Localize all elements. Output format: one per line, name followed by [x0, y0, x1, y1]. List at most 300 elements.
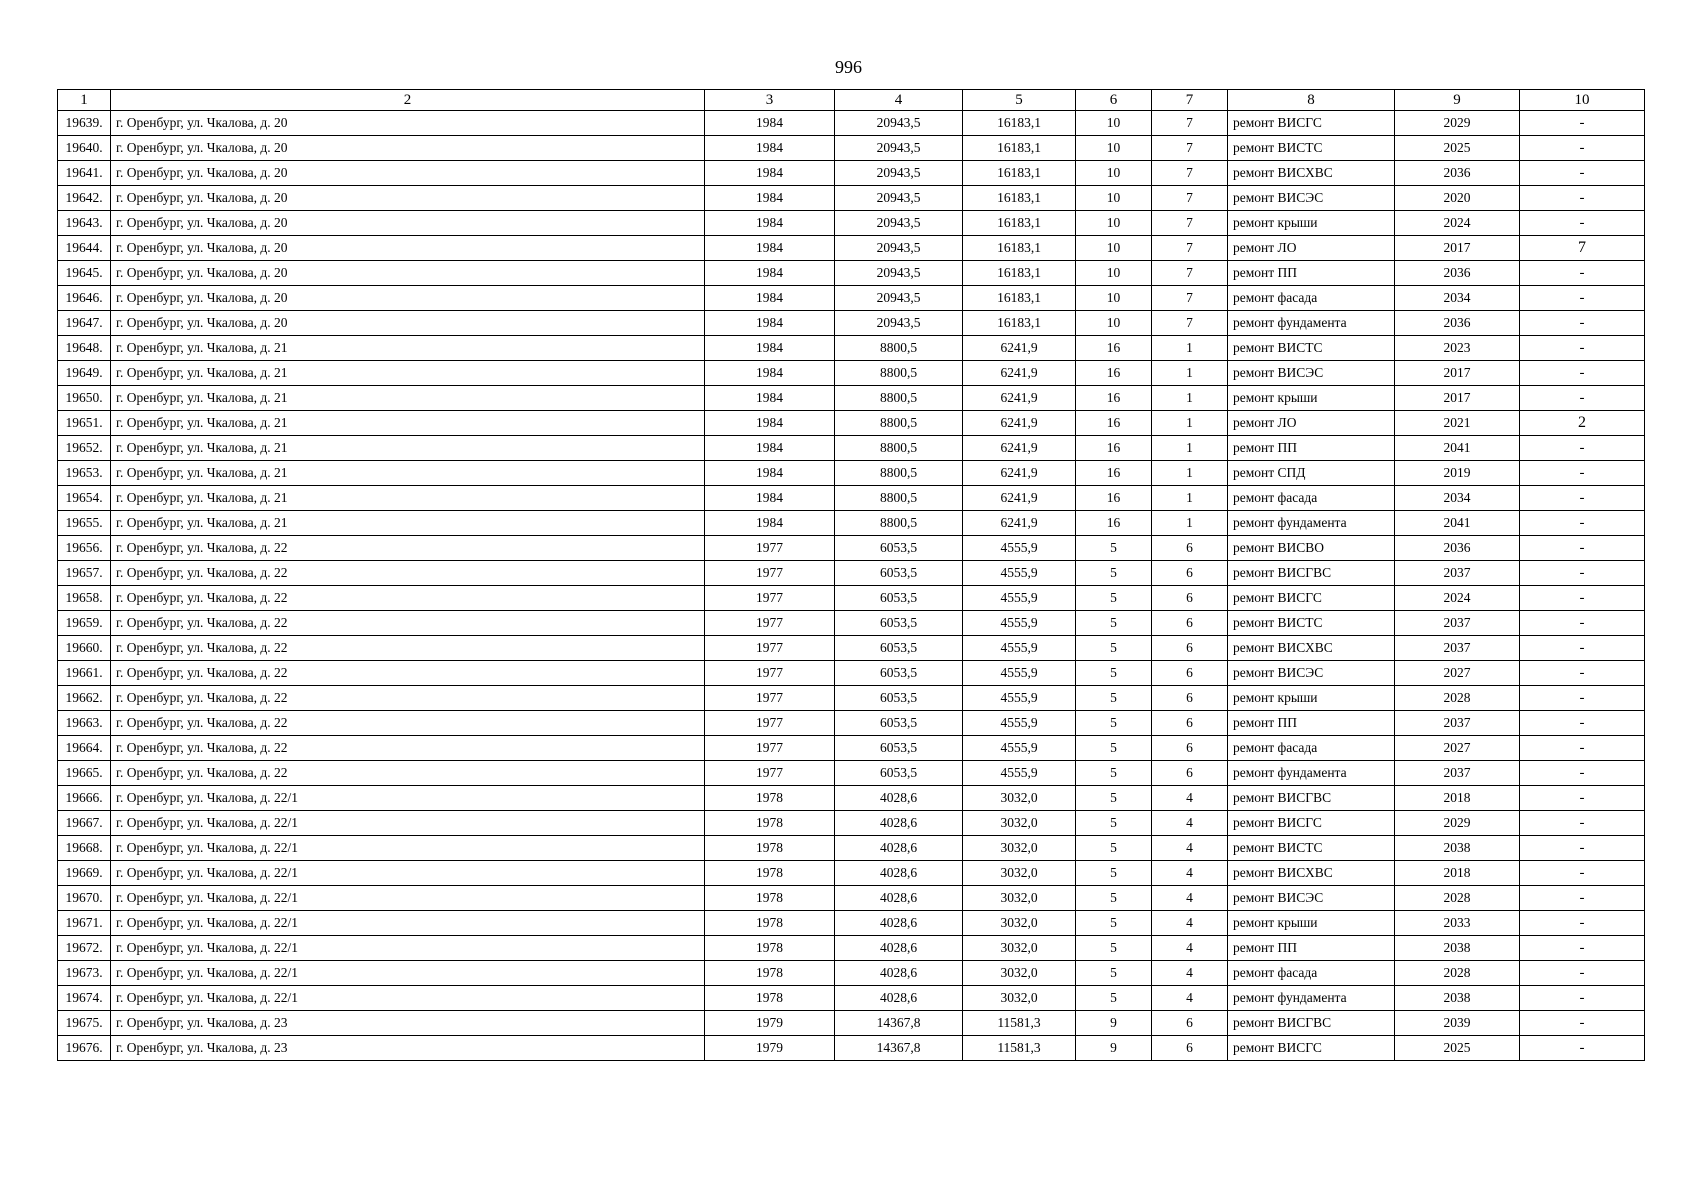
- cell-year: 1977: [705, 636, 835, 661]
- table-row: [58, 211, 1645, 236]
- cell-year: 1977: [705, 686, 835, 711]
- cell-total-area: 4028,6: [835, 911, 963, 936]
- table-row: [58, 836, 1645, 861]
- cell-year: 1984: [705, 286, 835, 311]
- header-cell-col-10: 10: [1520, 90, 1645, 111]
- cell-row-number: 19664.: [58, 736, 111, 761]
- cell-row-number: 19658.: [58, 586, 111, 611]
- cell-work-type: ремонт ВИСГС: [1228, 1036, 1395, 1061]
- cell-total-area: 20943,5: [835, 236, 963, 261]
- cell-row-number: 19655.: [58, 511, 111, 536]
- cell-floors: 16: [1076, 511, 1152, 536]
- cell-work-type: ремонт ПП: [1228, 936, 1395, 961]
- table-row: [58, 561, 1645, 586]
- cell-total-area: 8800,5: [835, 361, 963, 386]
- cell-work-type: ремонт ЛО: [1228, 411, 1395, 436]
- cell-work-type: ремонт ВИСГС: [1228, 586, 1395, 611]
- table-row: [58, 686, 1645, 711]
- cell-year: 1984: [705, 261, 835, 286]
- cell-living-area: 4555,9: [963, 736, 1076, 761]
- cell-living-area: 4555,9: [963, 661, 1076, 686]
- cell-floors: 5: [1076, 836, 1152, 861]
- cell-floors: 5: [1076, 686, 1152, 711]
- cell-extra: -: [1520, 936, 1645, 961]
- cell-extra: -: [1520, 311, 1645, 336]
- cell-work-type: ремонт ВИСГВС: [1228, 1011, 1395, 1036]
- cell-floors: 10: [1076, 211, 1152, 236]
- cell-entrances: 6: [1152, 686, 1228, 711]
- cell-total-area: 6053,5: [835, 761, 963, 786]
- cell-total-area: 8800,5: [835, 411, 963, 436]
- table-row: [58, 411, 1645, 436]
- cell-entrances: 6: [1152, 711, 1228, 736]
- table-row: [58, 1011, 1645, 1036]
- cell-total-area: 20943,5: [835, 261, 963, 286]
- cell-planned-year: 2019: [1395, 461, 1520, 486]
- cell-living-area: 16183,1: [963, 136, 1076, 161]
- cell-year: 1977: [705, 761, 835, 786]
- cell-entrances: 7: [1152, 236, 1228, 261]
- cell-work-type: ремонт ПП: [1228, 261, 1395, 286]
- cell-extra: -: [1520, 811, 1645, 836]
- cell-work-type: ремонт ВИСГС: [1228, 111, 1395, 136]
- cell-total-area: 8800,5: [835, 386, 963, 411]
- cell-year: 1977: [705, 536, 835, 561]
- cell-floors: 5: [1076, 586, 1152, 611]
- cell-work-type: ремонт ВИСГВС: [1228, 561, 1395, 586]
- cell-living-area: 3032,0: [963, 861, 1076, 886]
- cell-living-area: 3032,0: [963, 886, 1076, 911]
- cell-planned-year: 2024: [1395, 211, 1520, 236]
- cell-row-number: 19642.: [58, 186, 111, 211]
- cell-work-type: ремонт ВИСХВС: [1228, 636, 1395, 661]
- cell-year: 1984: [705, 111, 835, 136]
- cell-total-area: 6053,5: [835, 536, 963, 561]
- cell-extra: -: [1520, 961, 1645, 986]
- cell-entrances: 7: [1152, 161, 1228, 186]
- registry-table: [57, 89, 1645, 1061]
- cell-living-area: 16183,1: [963, 211, 1076, 236]
- cell-extra: -: [1520, 286, 1645, 311]
- cell-total-area: 8800,5: [835, 461, 963, 486]
- cell-work-type: ремонт ПП: [1228, 711, 1395, 736]
- table-row: [58, 936, 1645, 961]
- cell-work-type: ремонт ВИСЭС: [1228, 186, 1395, 211]
- cell-year: 1977: [705, 661, 835, 686]
- cell-living-area: 3032,0: [963, 786, 1076, 811]
- cell-address: г. Оренбург, ул. Чкалова, д. 20: [111, 311, 705, 336]
- table-row: [58, 961, 1645, 986]
- cell-extra: -: [1520, 786, 1645, 811]
- cell-planned-year: 2038: [1395, 836, 1520, 861]
- cell-planned-year: 2027: [1395, 661, 1520, 686]
- header-cell-col-6: 6: [1076, 90, 1152, 111]
- cell-address: г. Оренбург, ул. Чкалова, д. 22/1: [111, 961, 705, 986]
- cell-total-area: 8800,5: [835, 486, 963, 511]
- cell-address: г. Оренбург, ул. Чкалова, д. 22/1: [111, 986, 705, 1011]
- cell-total-area: 6053,5: [835, 736, 963, 761]
- cell-row-number: 19662.: [58, 686, 111, 711]
- cell-floors: 10: [1076, 136, 1152, 161]
- cell-living-area: 16183,1: [963, 286, 1076, 311]
- cell-entrances: 6: [1152, 761, 1228, 786]
- cell-row-number: 19661.: [58, 661, 111, 686]
- cell-year: 1984: [705, 136, 835, 161]
- cell-entrances: 6: [1152, 586, 1228, 611]
- cell-extra: -: [1520, 611, 1645, 636]
- table-row: [58, 711, 1645, 736]
- cell-year: 1979: [705, 1036, 835, 1061]
- cell-living-area: 4555,9: [963, 686, 1076, 711]
- cell-year: 1978: [705, 811, 835, 836]
- table-row: [58, 761, 1645, 786]
- cell-entrances: 7: [1152, 261, 1228, 286]
- cell-total-area: 4028,6: [835, 811, 963, 836]
- cell-living-area: 16183,1: [963, 261, 1076, 286]
- cell-year: 1978: [705, 786, 835, 811]
- cell-extra: -: [1520, 836, 1645, 861]
- cell-row-number: 19674.: [58, 986, 111, 1011]
- table-row: [58, 861, 1645, 886]
- cell-year: 1984: [705, 186, 835, 211]
- cell-entrances: 7: [1152, 186, 1228, 211]
- cell-work-type: ремонт фундамента: [1228, 761, 1395, 786]
- cell-total-area: 20943,5: [835, 161, 963, 186]
- table-row: [58, 461, 1645, 486]
- cell-year: 1984: [705, 461, 835, 486]
- cell-planned-year: 2020: [1395, 186, 1520, 211]
- cell-address: г. Оренбург, ул. Чкалова, д. 21: [111, 411, 705, 436]
- cell-year: 1984: [705, 411, 835, 436]
- cell-row-number: 19656.: [58, 536, 111, 561]
- cell-floors: 5: [1076, 886, 1152, 911]
- cell-work-type: ремонт ВИСВО: [1228, 536, 1395, 561]
- cell-entrances: 4: [1152, 911, 1228, 936]
- cell-year: 1984: [705, 386, 835, 411]
- cell-planned-year: 2037: [1395, 711, 1520, 736]
- cell-row-number: 19647.: [58, 311, 111, 336]
- cell-row-number: 19665.: [58, 761, 111, 786]
- cell-floors: 5: [1076, 986, 1152, 1011]
- cell-row-number: 19671.: [58, 911, 111, 936]
- cell-address: г. Оренбург, ул. Чкалова, д. 22: [111, 686, 705, 711]
- cell-work-type: ремонт крыши: [1228, 211, 1395, 236]
- cell-year: 1977: [705, 736, 835, 761]
- table-row: [58, 436, 1645, 461]
- cell-extra: -: [1520, 911, 1645, 936]
- cell-work-type: ремонт крыши: [1228, 911, 1395, 936]
- table-row: [58, 386, 1645, 411]
- cell-living-area: 6241,9: [963, 461, 1076, 486]
- table-row: [58, 511, 1645, 536]
- cell-living-area: 4555,9: [963, 536, 1076, 561]
- cell-total-area: 20943,5: [835, 111, 963, 136]
- cell-work-type: ремонт ВИСЭС: [1228, 661, 1395, 686]
- cell-work-type: ремонт фасада: [1228, 961, 1395, 986]
- cell-work-type: ремонт фундамента: [1228, 511, 1395, 536]
- cell-entrances: 4: [1152, 986, 1228, 1011]
- table-row: [58, 611, 1645, 636]
- cell-planned-year: 2025: [1395, 136, 1520, 161]
- cell-floors: 5: [1076, 786, 1152, 811]
- cell-extra: -: [1520, 711, 1645, 736]
- header-row: [58, 90, 1645, 111]
- table-row: [58, 536, 1645, 561]
- cell-work-type: ремонт ВИСГС: [1228, 811, 1395, 836]
- table-row: [58, 736, 1645, 761]
- table-row: [58, 311, 1645, 336]
- cell-extra: -: [1520, 686, 1645, 711]
- cell-floors: 16: [1076, 336, 1152, 361]
- cell-row-number: 19657.: [58, 561, 111, 586]
- cell-entrances: 6: [1152, 736, 1228, 761]
- cell-address: г. Оренбург, ул. Чкалова, д. 22: [111, 586, 705, 611]
- cell-address: г. Оренбург, ул. Чкалова, д. 22/1: [111, 786, 705, 811]
- table-row: [58, 111, 1645, 136]
- registry-table-wrapper: [57, 89, 1645, 1061]
- table-row: [58, 811, 1645, 836]
- cell-row-number: 19643.: [58, 211, 111, 236]
- cell-planned-year: 2034: [1395, 286, 1520, 311]
- table-row: [58, 286, 1645, 311]
- cell-floors: 10: [1076, 236, 1152, 261]
- cell-planned-year: 2038: [1395, 936, 1520, 961]
- cell-total-area: 20943,5: [835, 136, 963, 161]
- cell-address: г. Оренбург, ул. Чкалова, д. 21: [111, 361, 705, 386]
- cell-work-type: ремонт ВИСТС: [1228, 336, 1395, 361]
- cell-address: г. Оренбург, ул. Чкалова, д. 23: [111, 1036, 705, 1061]
- table-row: [58, 661, 1645, 686]
- cell-total-area: 6053,5: [835, 586, 963, 611]
- cell-address: г. Оренбург, ул. Чкалова, д. 20: [111, 111, 705, 136]
- cell-entrances: 1: [1152, 461, 1228, 486]
- cell-total-area: 4028,6: [835, 936, 963, 961]
- cell-extra: 2: [1520, 411, 1645, 436]
- cell-planned-year: 2036: [1395, 536, 1520, 561]
- cell-extra: -: [1520, 336, 1645, 361]
- table-row: [58, 161, 1645, 186]
- cell-row-number: 19663.: [58, 711, 111, 736]
- cell-total-area: 20943,5: [835, 286, 963, 311]
- cell-address: г. Оренбург, ул. Чкалова, д. 22: [111, 736, 705, 761]
- cell-row-number: 19670.: [58, 886, 111, 911]
- cell-address: г. Оренбург, ул. Чкалова, д. 20: [111, 236, 705, 261]
- table-row: [58, 886, 1645, 911]
- cell-extra: -: [1520, 511, 1645, 536]
- cell-floors: 16: [1076, 361, 1152, 386]
- cell-living-area: 16183,1: [963, 311, 1076, 336]
- cell-extra: -: [1520, 436, 1645, 461]
- cell-total-area: 14367,8: [835, 1036, 963, 1061]
- cell-row-number: 19651.: [58, 411, 111, 436]
- cell-living-area: 6241,9: [963, 336, 1076, 361]
- cell-living-area: 4555,9: [963, 636, 1076, 661]
- cell-planned-year: 2017: [1395, 361, 1520, 386]
- cell-planned-year: 2028: [1395, 961, 1520, 986]
- cell-row-number: 19653.: [58, 461, 111, 486]
- cell-row-number: 19645.: [58, 261, 111, 286]
- table-row: [58, 236, 1645, 261]
- cell-work-type: ремонт крыши: [1228, 386, 1395, 411]
- cell-row-number: 19644.: [58, 236, 111, 261]
- cell-address: г. Оренбург, ул. Чкалова, д. 20: [111, 211, 705, 236]
- cell-year: 1984: [705, 161, 835, 186]
- cell-total-area: 4028,6: [835, 836, 963, 861]
- cell-work-type: ремонт СПД: [1228, 461, 1395, 486]
- cell-address: г. Оренбург, ул. Чкалова, д. 20: [111, 186, 705, 211]
- cell-planned-year: 2029: [1395, 811, 1520, 836]
- cell-work-type: ремонт фасада: [1228, 736, 1395, 761]
- cell-row-number: 19668.: [58, 836, 111, 861]
- cell-planned-year: 2017: [1395, 236, 1520, 261]
- cell-entrances: 1: [1152, 436, 1228, 461]
- cell-address: г. Оренбург, ул. Чкалова, д. 23: [111, 1011, 705, 1036]
- cell-total-area: 6053,5: [835, 711, 963, 736]
- cell-year: 1984: [705, 311, 835, 336]
- cell-row-number: 19640.: [58, 136, 111, 161]
- cell-extra: -: [1520, 186, 1645, 211]
- cell-living-area: 4555,9: [963, 561, 1076, 586]
- header-cell-col-9: 9: [1395, 90, 1520, 111]
- table-row: [58, 986, 1645, 1011]
- cell-entrances: 1: [1152, 361, 1228, 386]
- cell-extra: -: [1520, 486, 1645, 511]
- table-row: [58, 136, 1645, 161]
- cell-living-area: 16183,1: [963, 161, 1076, 186]
- table-body: [58, 90, 1645, 1061]
- cell-work-type: ремонт крыши: [1228, 686, 1395, 711]
- cell-planned-year: 2034: [1395, 486, 1520, 511]
- cell-extra: -: [1520, 861, 1645, 886]
- cell-living-area: 3032,0: [963, 836, 1076, 861]
- cell-address: г. Оренбург, ул. Чкалова, д. 22/1: [111, 811, 705, 836]
- cell-extra: -: [1520, 661, 1645, 686]
- cell-year: 1984: [705, 436, 835, 461]
- cell-entrances: 6: [1152, 561, 1228, 586]
- cell-planned-year: 2041: [1395, 511, 1520, 536]
- cell-work-type: ремонт ПП: [1228, 436, 1395, 461]
- cell-total-area: 4028,6: [835, 861, 963, 886]
- cell-planned-year: 2018: [1395, 786, 1520, 811]
- cell-floors: 10: [1076, 111, 1152, 136]
- cell-work-type: ремонт фасада: [1228, 486, 1395, 511]
- cell-work-type: ремонт ЛО: [1228, 236, 1395, 261]
- cell-work-type: ремонт ВИСХВС: [1228, 861, 1395, 886]
- cell-entrances: 6: [1152, 636, 1228, 661]
- cell-total-area: 8800,5: [835, 511, 963, 536]
- cell-total-area: 6053,5: [835, 636, 963, 661]
- cell-row-number: 19646.: [58, 286, 111, 311]
- page-number: 996: [835, 57, 862, 77]
- cell-floors: 5: [1076, 711, 1152, 736]
- cell-living-area: 6241,9: [963, 511, 1076, 536]
- cell-extra: -: [1520, 1036, 1645, 1061]
- cell-row-number: 19639.: [58, 111, 111, 136]
- cell-address: г. Оренбург, ул. Чкалова, д. 21: [111, 511, 705, 536]
- cell-address: г. Оренбург, ул. Чкалова, д. 20: [111, 286, 705, 311]
- cell-total-area: 4028,6: [835, 986, 963, 1011]
- cell-floors: 10: [1076, 186, 1152, 211]
- cell-address: г. Оренбург, ул. Чкалова, д. 22: [111, 661, 705, 686]
- cell-total-area: 14367,8: [835, 1011, 963, 1036]
- cell-year: 1984: [705, 211, 835, 236]
- cell-extra: -: [1520, 636, 1645, 661]
- cell-year: 1984: [705, 361, 835, 386]
- cell-extra: -: [1520, 886, 1645, 911]
- cell-planned-year: 2021: [1395, 411, 1520, 436]
- cell-planned-year: 2038: [1395, 986, 1520, 1011]
- cell-extra: -: [1520, 586, 1645, 611]
- cell-address: г. Оренбург, ул. Чкалова, д. 22: [111, 611, 705, 636]
- cell-living-area: 3032,0: [963, 986, 1076, 1011]
- cell-address: г. Оренбург, ул. Чкалова, д. 20: [111, 136, 705, 161]
- cell-total-area: 6053,5: [835, 611, 963, 636]
- cell-living-area: 4555,9: [963, 586, 1076, 611]
- cell-entrances: 6: [1152, 1011, 1228, 1036]
- cell-entrances: 7: [1152, 211, 1228, 236]
- cell-planned-year: 2025: [1395, 1036, 1520, 1061]
- cell-year: 1977: [705, 561, 835, 586]
- cell-living-area: 4555,9: [963, 761, 1076, 786]
- cell-extra: -: [1520, 736, 1645, 761]
- table-row: [58, 336, 1645, 361]
- cell-row-number: 19659.: [58, 611, 111, 636]
- cell-entrances: 6: [1152, 536, 1228, 561]
- cell-row-number: 19667.: [58, 811, 111, 836]
- cell-total-area: 4028,6: [835, 786, 963, 811]
- cell-address: г. Оренбург, ул. Чкалова, д. 21: [111, 436, 705, 461]
- cell-work-type: ремонт ВИСХВС: [1228, 161, 1395, 186]
- cell-total-area: 20943,5: [835, 311, 963, 336]
- cell-entrances: 1: [1152, 486, 1228, 511]
- cell-address: г. Оренбург, ул. Чкалова, д. 22: [111, 711, 705, 736]
- cell-entrances: 6: [1152, 611, 1228, 636]
- cell-living-area: 3032,0: [963, 811, 1076, 836]
- cell-address: г. Оренбург, ул. Чкалова, д. 22/1: [111, 911, 705, 936]
- cell-row-number: 19649.: [58, 361, 111, 386]
- cell-extra: -: [1520, 211, 1645, 236]
- cell-floors: 5: [1076, 636, 1152, 661]
- cell-floors: 5: [1076, 861, 1152, 886]
- cell-planned-year: 2018: [1395, 861, 1520, 886]
- cell-entrances: 7: [1152, 136, 1228, 161]
- cell-planned-year: 2036: [1395, 311, 1520, 336]
- cell-entrances: 1: [1152, 336, 1228, 361]
- cell-address: г. Оренбург, ул. Чкалова, д. 21: [111, 461, 705, 486]
- cell-entrances: 4: [1152, 936, 1228, 961]
- cell-entrances: 7: [1152, 311, 1228, 336]
- cell-living-area: 4555,9: [963, 611, 1076, 636]
- cell-floors: 9: [1076, 1011, 1152, 1036]
- cell-floors: 10: [1076, 261, 1152, 286]
- cell-planned-year: 2039: [1395, 1011, 1520, 1036]
- cell-planned-year: 2037: [1395, 761, 1520, 786]
- cell-row-number: 19660.: [58, 636, 111, 661]
- cell-total-area: 20943,5: [835, 211, 963, 236]
- cell-year: 1977: [705, 586, 835, 611]
- cell-address: г. Оренбург, ул. Чкалова, д. 22: [111, 561, 705, 586]
- cell-year: 1978: [705, 936, 835, 961]
- cell-work-type: ремонт фасада: [1228, 286, 1395, 311]
- cell-extra: -: [1520, 136, 1645, 161]
- cell-address: г. Оренбург, ул. Чкалова, д. 22/1: [111, 836, 705, 861]
- cell-planned-year: 2036: [1395, 261, 1520, 286]
- cell-entrances: 1: [1152, 386, 1228, 411]
- cell-row-number: 19654.: [58, 486, 111, 511]
- cell-floors: 5: [1076, 761, 1152, 786]
- cell-entrances: 4: [1152, 786, 1228, 811]
- cell-entrances: 6: [1152, 1036, 1228, 1061]
